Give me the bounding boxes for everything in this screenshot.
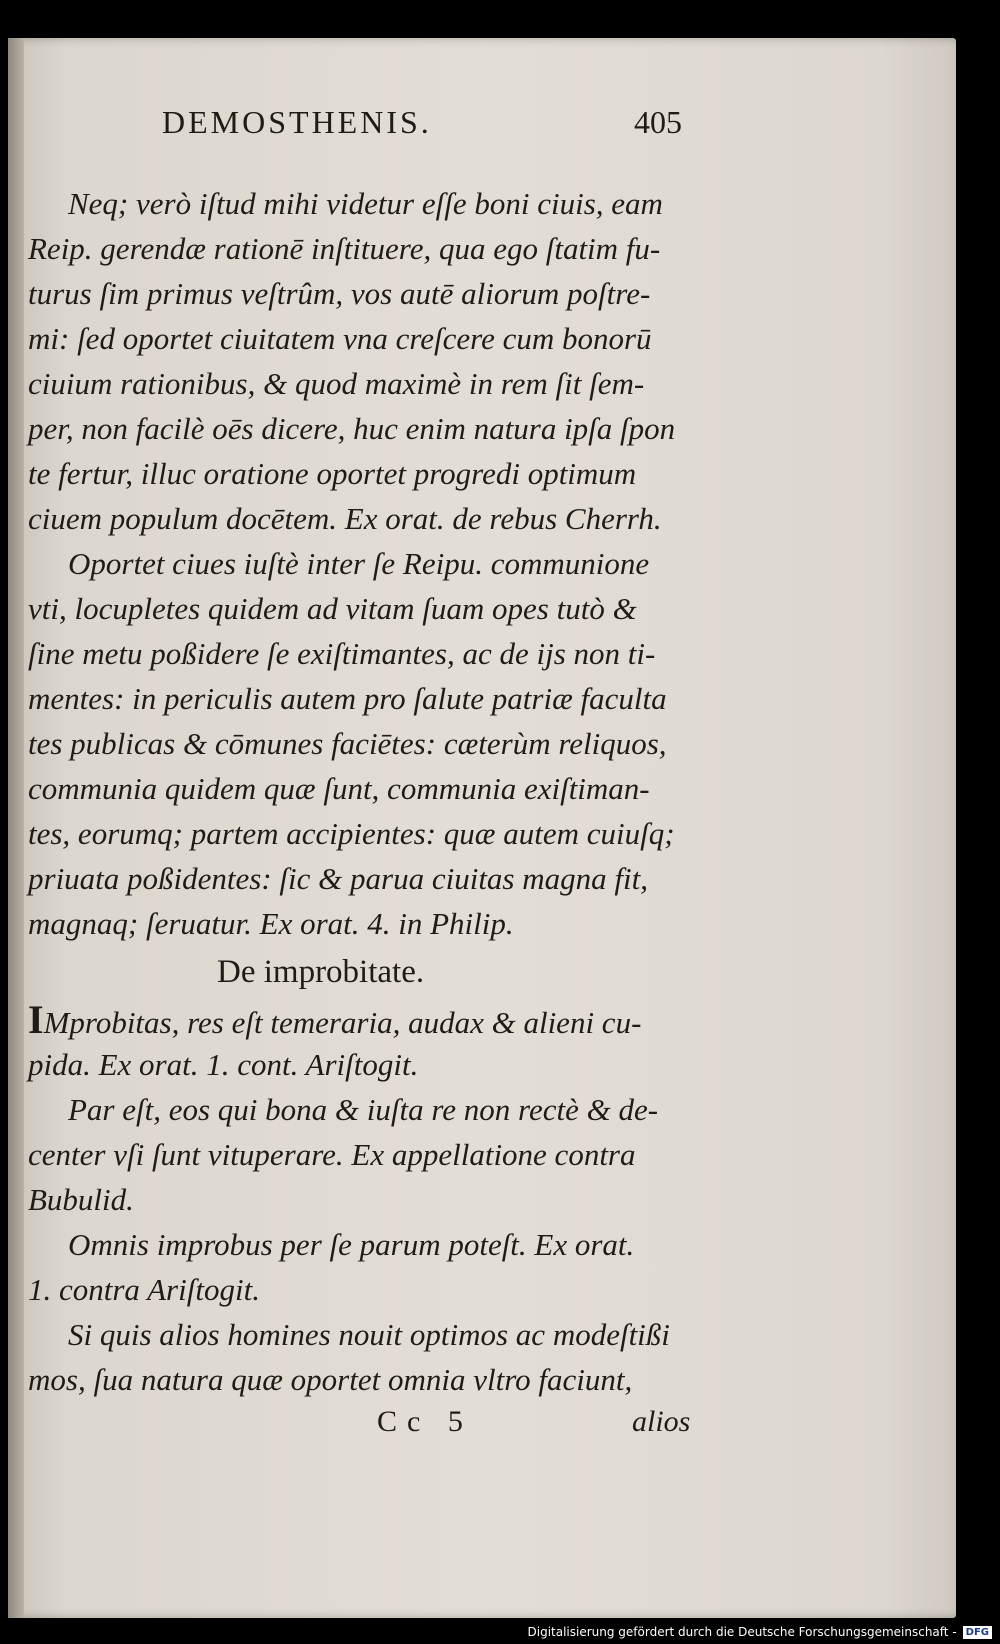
text-line: [28, 997, 642, 1043]
initial-letter: I: [28, 997, 44, 1042]
funding-note: [528, 1622, 993, 1642]
text-line: tes publicas & cōmunes faciētes: cæterùm reliquos,: [28, 726, 667, 761]
text-line: communia quidem quæ ſunt, communia exiſtiman-: [28, 771, 650, 806]
page-footer: [22, 1405, 942, 1445]
signature-mark: Cc 5: [377, 1405, 473, 1438]
text-line: ciuium rationibus, & quod maximè in rem ſit ſem-: [28, 366, 645, 401]
text-line-rest: Mprobitas, res eſt temeraria, audax & alieni cu-: [43, 1005, 642, 1040]
book-page: [8, 38, 956, 1618]
text-line: Omnis improbus per ſe parum poteſt. Ex orat.: [68, 1227, 635, 1262]
text-line: Par eſt, eos qui bona & iuſta re non rectè & de-: [68, 1092, 659, 1127]
page-header: [22, 104, 942, 154]
text-line: Bubulid.: [28, 1182, 134, 1217]
funding-note-text: Digitalisierung gefördert durch die Deutsche Forschungsgemeinschaft -: [527, 1625, 957, 1639]
text-line: mos, ſua natura quæ oportet omnia vltro faciunt,: [28, 1362, 633, 1397]
text-line: Reip. gerendæ rationē inſtituere, qua ego ſtatim fu-: [28, 231, 661, 266]
catchword: alios: [632, 1405, 691, 1438]
text-line: ſine metu poßidere ſe exiſtimantes, ac de ijs non ti-: [28, 636, 656, 671]
text-line: center vſi ſunt vituperare. Ex appellatione contra: [28, 1137, 636, 1172]
text-line: magnaq; ſeruatur. Ex orat. 4. in Philip.: [28, 906, 514, 941]
page-number: 405: [634, 104, 682, 140]
dfg-logo-icon: DFG: [963, 1626, 992, 1639]
text-line: ciuem populum docētem. Ex orat. de rebus Cherrh.: [28, 501, 662, 536]
text-line: Neq; verò iſtud mihi videtur eſſe boni ciuis, eam: [68, 186, 663, 221]
text-line: tes, eorumq; partem accipientes: quæ autem cuiuſq;: [28, 816, 675, 851]
text-line: 1. contra Ariſtogit.: [28, 1272, 260, 1307]
text-line: te fertur, illuc oratione oportet progredi optimum: [28, 456, 637, 491]
section-heading: De improbitate.: [217, 954, 425, 990]
text-line: turus ſim primus veſtrûm, vos autē aliorum poſtre-: [28, 276, 651, 311]
text-line: pida. Ex orat. 1. cont. Ariſtogit.: [28, 1047, 419, 1082]
text-line: per, non facilè oēs dicere, huc enim natura ipſa ſpon: [28, 411, 676, 446]
running-head: DEMOSTHENIS.: [162, 104, 432, 140]
text-line: mentes: in periculis autem pro ſalute patriæ faculta: [28, 681, 667, 716]
text-line: vti, locupletes quidem ad vitam ſuam opes tutò &: [28, 591, 637, 626]
text-line: mi: ſed oportet ciuitatem vna creſcere cum bonorū: [28, 321, 652, 356]
page-binding-shadow: [8, 38, 24, 1618]
text-line: Si quis alios homines nouit optimos ac modeſtißi: [68, 1317, 670, 1352]
text-line: Oportet ciues iuſtè inter ſe Reipu. communione: [68, 546, 650, 581]
text-line: priuata poßidentes: ſic & parua ciuitas magna fit,: [28, 861, 648, 896]
